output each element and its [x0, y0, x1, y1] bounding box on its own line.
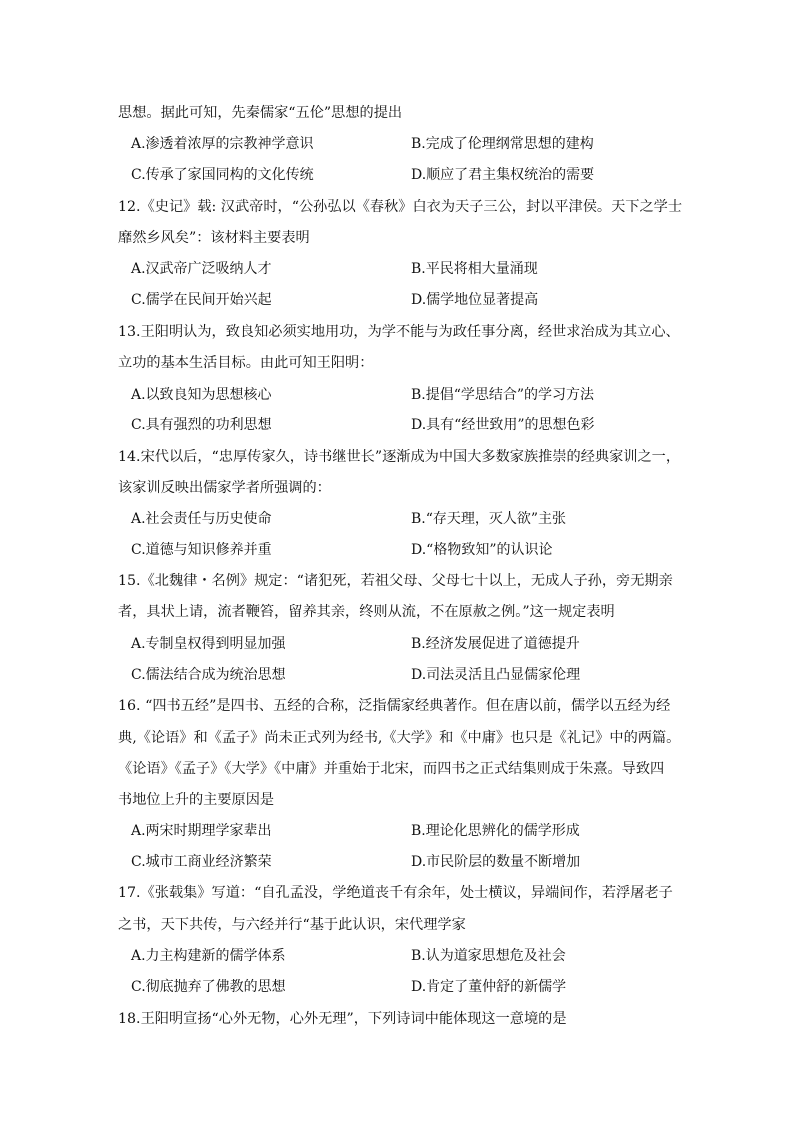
q15-stem-line-1: 15.《北魏律・名例》规定：“诸犯死，若祖父母、父母七十以上，无成人子孙，旁无期亲 — [118, 573, 673, 589]
q17-stem-line-2: 之书，天下共传，与六经并行“基于此认识，宋代理学家 — [118, 917, 466, 933]
option-d: D.“格物致知”的认识论 — [411, 542, 553, 558]
q12-stem-line-2: 靡然乡风矣”：该材料主要表明 — [118, 230, 310, 246]
option-b: B.认为道家思想危及社会 — [411, 948, 566, 964]
option-d: D.司法灵活且凸显儒家伦理 — [411, 667, 581, 683]
q17-stem-line-1: 17.《张载集》写道：“自孔孟没，学绝道丧千有余年，处士横议，异端间作，若浮屠老子 — [118, 885, 673, 901]
q16-stem-line-3: 《论语》《孟子》《大学》《中庸》并重始于北宋，而四书之正式结集则成于朱熹。导致四 — [118, 761, 665, 777]
q18-stem-line-1: 18.王阳明宣扬“心外无物，心外无理”，下列诗词中能体现这一意境的是 — [118, 1011, 567, 1027]
q16-stem-line-4: 书地位上升的主要原因是 — [118, 792, 275, 808]
option-a: A.汉武帝广泛吸纳人才 — [131, 261, 272, 277]
option-d: D.具有“经世致用”的思想色彩 — [411, 417, 595, 433]
option-c: C.城市工商业经济繁荣 — [131, 854, 272, 870]
option-a: A.社会责任与历史使命 — [131, 511, 272, 527]
option-c: C.儒法结合成为统治思想 — [131, 667, 286, 683]
q16-stem-line-2: 典,《论语》和《孟子》尚未正式列为经书,《大学》和《中庸》也只是《礼记》中的两篇。 — [118, 730, 681, 746]
option-a: A.力主构建新的儒学体系 — [131, 948, 286, 964]
q14-stem-line-2: 该家训反映出儒家学者所强调的： — [118, 480, 331, 496]
option-b: B.平民将相大量涌现 — [411, 261, 538, 277]
option-a: A.两宋时期理学家辈出 — [131, 823, 272, 839]
option-b: B.理论化思辨化的儒学形成 — [411, 823, 580, 839]
option-a: A.以致良知为思想核心 — [131, 387, 272, 403]
option-c: C.儒学在民间开始兴起 — [131, 292, 272, 308]
q14-stem-line-1: 14.宋代以后，“忠厚传家久，诗书继世长”逐渐成为中国大多数家族推崇的经典家训之一， — [118, 449, 681, 465]
option-a: A.专制皇权得到明显加强 — [131, 636, 286, 652]
option-b: B.“存天理，灭人欲”主张 — [411, 511, 567, 527]
option-c: C.传承了家国同构的文化传统 — [131, 167, 314, 183]
q16-stem-line-1: 16. “四书五经”是四书、五经的合称，泛指儒家经典著作。但在唐以前，儒学以五经为经 — [118, 698, 671, 714]
q13-stem-line-1: 13.王阳明认为，致良知必须实地用功，为学不能与为政任事分离，经世求治成为其立心、 — [118, 324, 680, 340]
option-d: D.肯定了董仲舒的新儒学 — [411, 979, 567, 995]
option-d: D.儒学地位显著提高 — [411, 292, 539, 308]
q11-stem-line-2: 思想。据此可知，先秦儒家“五伦”思想的提出 — [118, 105, 403, 121]
q15-stem-line-2: 者，具状上请，流者鞭笞，留养其亲，终则从流，不在原赦之例。”这一规定表明 — [118, 604, 615, 620]
option-a: A.渗透着浓厚的宗教神学意识 — [131, 136, 314, 152]
option-b: B.经济发展促进了道德提升 — [411, 636, 580, 652]
option-c: C.彻底抛弃了佛教的思想 — [131, 979, 286, 995]
q13-stem-line-2: 立功的基本生活目标。由此可知王阳明： — [118, 355, 374, 371]
q12-stem-line-1: 12.《史记》载: 汉武帝时，“公孙弘以《春秋》白衣为天子三公，封以平津侯。天下之学士 — [118, 199, 683, 215]
option-b: B.完成了伦理纲常思想的建构 — [411, 136, 594, 152]
option-d: D.顺应了君主集权统治的需要 — [411, 167, 595, 183]
option-b: B.提倡“学思结合”的学习方法 — [411, 387, 595, 403]
option-d: D.市民阶层的数量不断增加 — [411, 854, 581, 870]
option-c: C.道德与知识修养并重 — [131, 542, 272, 558]
option-c: C.具有强烈的功利思想 — [131, 417, 272, 433]
